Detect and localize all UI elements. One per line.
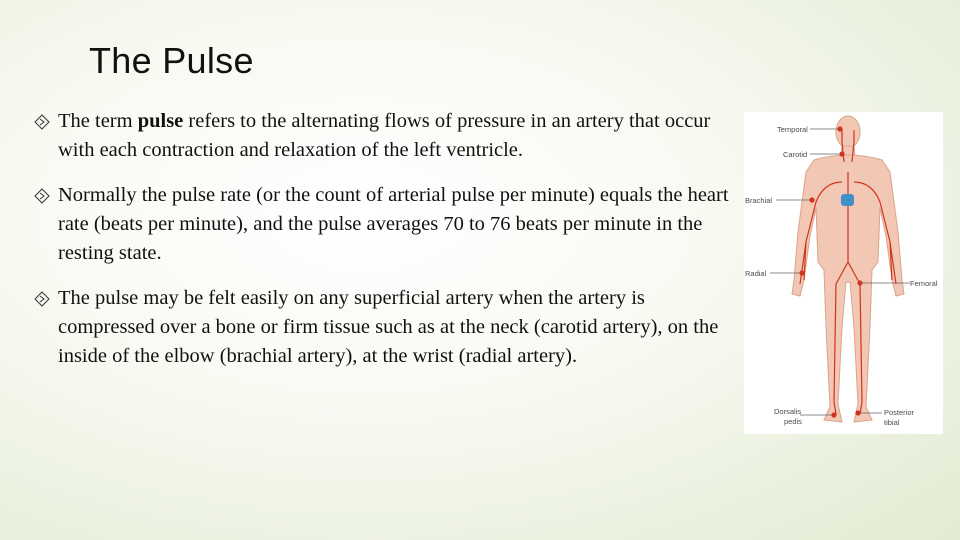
body-diagram (744, 112, 943, 434)
diamond-arrow-icon (34, 188, 50, 204)
label-pedis: pedis (784, 417, 802, 426)
bullet-item-3 (34, 284, 734, 371)
label-posterior: Posterior (884, 408, 915, 417)
pulse-points-figure (744, 112, 943, 434)
slide-title: The Pulse (89, 40, 254, 81)
body-silhouette (792, 116, 904, 422)
bullet-1-bold-term: pulse (137, 110, 184, 132)
label-radial: Radial (745, 269, 767, 278)
bullet-item-1 (34, 107, 734, 165)
bullet-1-text-b: refers to the alternating flows of pressure in an artery that occur with each contraction and relaxation of the left ventricle. (58, 110, 711, 161)
label-femoral: Femoral (910, 279, 938, 288)
label-tibial: tibial (884, 418, 900, 427)
bullet-2-text: Normally the pulse rate (or the count of arterial pulse per minute) equals the heart rate (beats per minute), and the pulse averages 70 to 76 beats per minute in the resting state. (58, 184, 729, 264)
label-temporal: Temporal (777, 125, 808, 134)
label-brachial: Brachial (745, 196, 773, 205)
heart-icon (841, 194, 854, 206)
bullet-1-text-a: The term (58, 110, 138, 132)
label-dorsalis: Dorsalis (774, 407, 802, 416)
bullet-list (34, 107, 734, 387)
bullet-item-2 (34, 181, 734, 268)
bullet-3-text: The pulse may be felt easily on any superficial artery when the artery is compressed over a bone or firm tissue such as at the neck (carotid artery), on the inside of the elbow (brachial artery), at the wrist (radial artery). (58, 287, 719, 367)
label-carotid: Carotid (783, 150, 808, 159)
diamond-arrow-icon (34, 291, 50, 307)
diamond-arrow-icon (34, 114, 50, 130)
